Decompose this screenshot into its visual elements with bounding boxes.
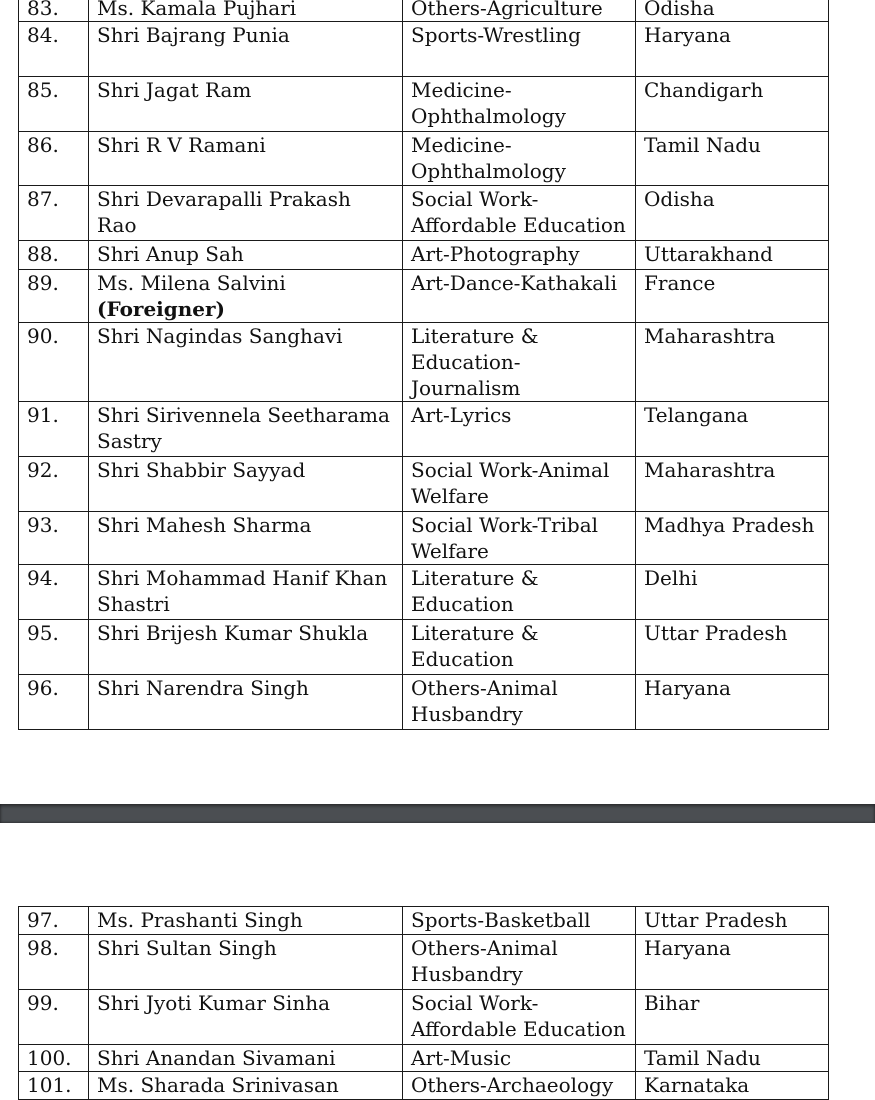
table-row: [19, 77, 829, 132]
field-text: Art-Lyrics: [411, 403, 512, 427]
field-cell: [403, 270, 636, 323]
serial-number-text: 88.: [27, 242, 59, 266]
serial-number-cell: [19, 0, 89, 22]
field-text: Art-Photography: [411, 242, 580, 266]
awardee-name-text: Shri Anandan Sivamani: [97, 1046, 336, 1070]
serial-number-text: 100.: [27, 1046, 72, 1070]
serial-number-text: 94.: [27, 566, 59, 590]
awardee-name-text: Shri Sultan Singh: [97, 936, 277, 960]
state-cell: [636, 565, 829, 620]
awardee-table-body-top: [19, 0, 829, 730]
state-cell: [636, 186, 829, 241]
field-cell: [403, 0, 636, 22]
state-text: Uttar Pradesh: [644, 908, 788, 932]
serial-number-text: 89.: [27, 271, 59, 295]
serial-number-text: 99.: [27, 991, 59, 1015]
field-cell: [403, 241, 636, 270]
serial-number-text: 84.: [27, 23, 59, 47]
state-cell: [636, 907, 829, 935]
serial-number-cell: [19, 935, 89, 990]
field-text: Literature & Education: [411, 566, 539, 616]
awardee-name-text: Ms. Prashanti Singh: [97, 908, 303, 932]
awardee-name-text: Shri Sirivennela Seetharama Sastry: [97, 403, 390, 453]
page-separator: [0, 804, 875, 823]
awardee-name-text: Shri Nagindas Sanghavi: [97, 324, 343, 348]
field-text: Sports-Basketball: [411, 908, 591, 932]
serial-number-cell: [19, 990, 89, 1045]
table-row: [19, 675, 829, 730]
field-cell: [403, 402, 636, 457]
awardee-name-text: Shri Devarapalli Prakash Rao: [97, 187, 351, 237]
field-cell: [403, 186, 636, 241]
state-cell: [636, 241, 829, 270]
serial-number-text: 96.: [27, 676, 59, 700]
serial-number-cell: [19, 457, 89, 512]
table-row: [19, 620, 829, 675]
state-text: Odisha: [644, 187, 715, 211]
state-cell: [636, 675, 829, 730]
awardee-table-bottom: [18, 906, 829, 1100]
serial-number-cell: [19, 132, 89, 186]
awardee-name-cell: [89, 1045, 403, 1072]
awardee-name-text: Shri Jagat Ram: [97, 78, 252, 102]
awardee-table-body-bottom: [19, 907, 829, 1100]
field-cell: [403, 22, 636, 77]
awardee-name-text: Ms. Milena Salvini: [97, 271, 286, 295]
awardee-name-cell: [89, 77, 403, 132]
field-text: Others-Animal Husbandry: [411, 936, 558, 986]
table-row: [19, 270, 829, 323]
awardee-name-text: Shri Mohammad Hanif Khan Shastri: [97, 566, 388, 616]
state-text: Haryana: [644, 936, 731, 960]
state-cell: [636, 22, 829, 77]
field-text: Sports-Wrestling: [411, 23, 581, 47]
serial-number-text: 83.: [27, 0, 59, 20]
state-cell: [636, 457, 829, 512]
awardee-name-cell: [89, 935, 403, 990]
state-text: Madhya Pradesh: [644, 513, 815, 537]
document-page-bottom: [0, 823, 875, 1099]
awardee-table-top: [18, 0, 829, 730]
table-row: [19, 22, 829, 77]
state-cell: [636, 1045, 829, 1072]
field-cell: [403, 935, 636, 990]
field-cell: [403, 565, 636, 620]
field-text: Others-Animal Husbandry: [411, 676, 558, 726]
awardee-name-cell: [89, 907, 403, 935]
field-text: Art-Music: [411, 1046, 512, 1070]
serial-number-text: 98.: [27, 936, 59, 960]
field-text: Others-Agriculture: [411, 0, 603, 20]
awardee-name-cell: [89, 186, 403, 241]
awardee-name-cell: [89, 132, 403, 186]
serial-number-text: 90.: [27, 324, 59, 348]
awardee-name-text: Shri Bajrang Punia: [97, 23, 290, 47]
awardee-note-text: (Foreigner): [97, 297, 226, 321]
awardee-name-cell: [89, 0, 403, 22]
awardee-name-text: Shri Narendra Singh: [97, 676, 309, 700]
field-text: Medicine-Ophthalmology: [411, 133, 566, 183]
serial-number-cell: [19, 22, 89, 77]
awardee-name-text: Shri Shabbir Sayyad: [97, 458, 306, 482]
state-text: Bihar: [644, 991, 700, 1015]
serial-number-text: 87.: [27, 187, 59, 211]
awardee-name-text: Shri Anup Sah: [97, 242, 244, 266]
field-text: Literature & Education-Journalism: [411, 324, 539, 400]
field-cell: [403, 77, 636, 132]
table-row: [19, 186, 829, 241]
field-cell: [403, 990, 636, 1045]
serial-number-text: 101.: [27, 1073, 72, 1097]
field-cell: [403, 620, 636, 675]
state-text: Chandigarh: [644, 78, 764, 102]
awardee-name-cell: [89, 457, 403, 512]
table-row: [19, 132, 829, 186]
state-cell: [636, 132, 829, 186]
serial-number-cell: [19, 323, 89, 402]
field-cell: [403, 457, 636, 512]
serial-number-cell: [19, 270, 89, 323]
table-row: [19, 323, 829, 402]
field-text: Social Work-Affordable Education: [411, 991, 626, 1041]
field-text: Social Work-Animal Welfare: [411, 458, 610, 508]
state-cell: [636, 990, 829, 1045]
serial-number-cell: [19, 1045, 89, 1072]
awardee-name-text: Ms. Kamala Pujhari: [97, 0, 297, 20]
serial-number-text: 92.: [27, 458, 59, 482]
table-row: [19, 402, 829, 457]
serial-number-text: 91.: [27, 403, 59, 427]
state-text: Uttarakhand: [644, 242, 773, 266]
field-cell: [403, 132, 636, 186]
state-cell: [636, 270, 829, 323]
awardee-name-text: Shri Jyoti Kumar Sinha: [97, 991, 331, 1015]
table-row: [19, 935, 829, 990]
state-text: Tamil Nadu: [644, 133, 761, 157]
field-cell: [403, 1072, 636, 1100]
state-cell: [636, 512, 829, 565]
awardee-name-cell: [89, 323, 403, 402]
awardee-name-cell: [89, 22, 403, 77]
field-text: Medicine-Ophthalmology: [411, 78, 566, 128]
state-text: Uttar Pradesh: [644, 621, 788, 645]
table-row: [19, 1072, 829, 1100]
state-text: Haryana: [644, 23, 731, 47]
state-text: Karnataka: [644, 1073, 750, 1097]
state-cell: [636, 620, 829, 675]
field-text: Social Work-Affordable Education: [411, 187, 626, 237]
state-text: Tamil Nadu: [644, 1046, 761, 1070]
awardee-name-cell: [89, 990, 403, 1045]
state-text: France: [644, 271, 716, 295]
serial-number-text: 97.: [27, 908, 59, 932]
state-text: Maharashtra: [644, 458, 776, 482]
awardee-name-cell: [89, 270, 403, 323]
table-row: [19, 241, 829, 270]
serial-number-cell: [19, 402, 89, 457]
state-text: Telangana: [644, 403, 749, 427]
awardee-name-text: Ms. Sharada Srinivasan: [97, 1073, 339, 1097]
state-cell: [636, 0, 829, 22]
serial-number-text: 85.: [27, 78, 59, 102]
awardee-name-text: Shri Mahesh Sharma: [97, 513, 312, 537]
state-text: Delhi: [644, 566, 698, 590]
serial-number-cell: [19, 675, 89, 730]
serial-number-text: 95.: [27, 621, 59, 645]
state-text: Haryana: [644, 676, 731, 700]
serial-number-cell: [19, 512, 89, 565]
table-row: [19, 512, 829, 565]
field-text: Literature & Education: [411, 621, 539, 671]
serial-number-text: 93.: [27, 513, 59, 537]
serial-number-cell: [19, 1072, 89, 1100]
serial-number-cell: [19, 77, 89, 132]
serial-number-cell: [19, 620, 89, 675]
serial-number-cell: [19, 241, 89, 270]
field-cell: [403, 1045, 636, 1072]
table-row: [19, 457, 829, 512]
state-text: Odisha: [644, 0, 715, 20]
awardee-name-cell: [89, 620, 403, 675]
awardee-name-cell: [89, 402, 403, 457]
awardee-name-cell: [89, 675, 403, 730]
field-cell: [403, 907, 636, 935]
field-text: Social Work-Tribal Welfare: [411, 513, 599, 563]
awardee-name-cell: [89, 241, 403, 270]
awardee-name-text: Shri R V Ramani: [97, 133, 266, 157]
table-row: [19, 565, 829, 620]
awardee-name-cell: [89, 512, 403, 565]
field-text: Art-Dance-Kathakali: [411, 271, 617, 295]
awardee-name-cell: [89, 565, 403, 620]
table-row: [19, 1045, 829, 1072]
state-cell: [636, 935, 829, 990]
serial-number-cell: [19, 907, 89, 935]
awardee-name-text: Shri Brijesh Kumar Shukla: [97, 621, 369, 645]
serial-number-cell: [19, 186, 89, 241]
state-text: Maharashtra: [644, 324, 776, 348]
table-row: [19, 907, 829, 935]
serial-number-text: 86.: [27, 133, 59, 157]
field-text: Others-Archaeology: [411, 1073, 614, 1097]
awardee-name-cell: [89, 1072, 403, 1100]
state-cell: [636, 323, 829, 402]
field-cell: [403, 675, 636, 730]
table-row: [19, 0, 829, 22]
state-cell: [636, 1072, 829, 1100]
serial-number-cell: [19, 565, 89, 620]
field-cell: [403, 512, 636, 565]
table-row: [19, 990, 829, 1045]
state-cell: [636, 402, 829, 457]
field-cell: [403, 323, 636, 402]
state-cell: [636, 77, 829, 132]
